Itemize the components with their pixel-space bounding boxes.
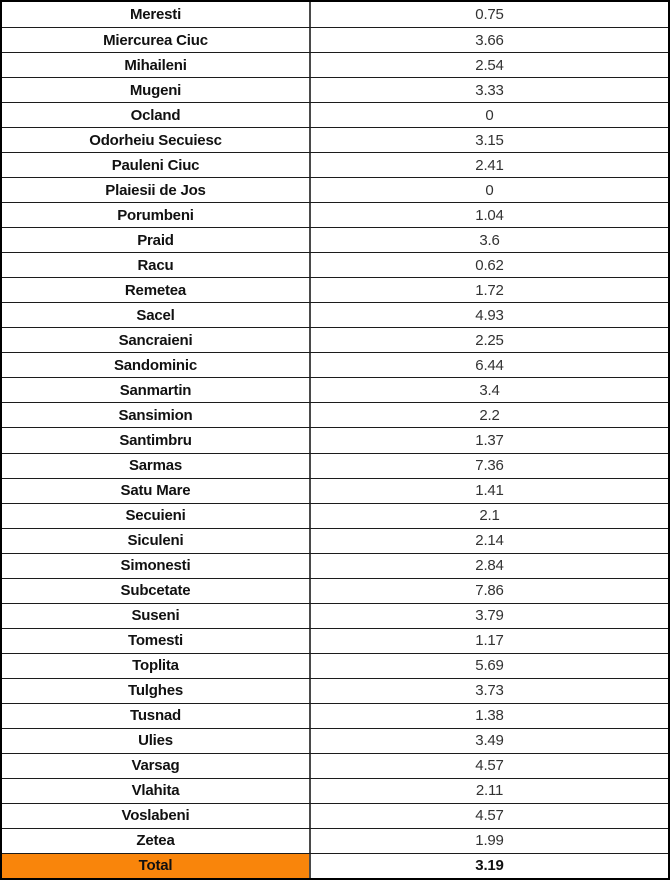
- value-cell: 2.1: [479, 507, 500, 525]
- table-row: [2, 803, 668, 828]
- value-cell: 3.15: [475, 131, 504, 149]
- table-row: [2, 728, 668, 753]
- table-row: [2, 653, 668, 678]
- value-cell: 3.79: [475, 607, 504, 625]
- table-row: [2, 327, 668, 352]
- table-row: [2, 252, 668, 277]
- table-row: [2, 352, 668, 377]
- value-cell: 2.84: [475, 557, 504, 575]
- value-cell: 5.69: [475, 657, 504, 675]
- table-row: [2, 152, 668, 177]
- table-row: [2, 2, 668, 27]
- value-cell: 2.14: [475, 532, 504, 550]
- value-cell: 6.44: [475, 356, 504, 374]
- value-cell: 1.37: [475, 431, 504, 449]
- table-row: [2, 177, 668, 202]
- value-cell: 1.99: [475, 832, 504, 850]
- locality-cell: Siculeni: [2, 529, 311, 553]
- value-cell: 1.41: [475, 482, 504, 500]
- locality-cell: Mihaileni: [2, 53, 311, 77]
- value-cell: 2.25: [475, 331, 504, 349]
- table-row: [2, 828, 668, 853]
- locality-cell: Santimbru: [2, 428, 311, 452]
- locality-cell: Subcetate: [2, 579, 311, 603]
- table-row: [2, 302, 668, 327]
- locality-cell: Ocland: [2, 103, 311, 127]
- locality-cell: Odorheiu Secuiesc: [2, 128, 311, 152]
- value-cell: 3.4: [479, 381, 500, 399]
- table-row: [2, 753, 668, 778]
- value-cell: 3.6: [479, 231, 500, 249]
- locality-cell: Sansimion: [2, 403, 311, 427]
- table-row: [2, 277, 668, 302]
- locality-cell: Sandominic: [2, 353, 311, 377]
- locality-cell: Zetea: [2, 829, 311, 853]
- table-row: [2, 202, 668, 227]
- locality-cell: Meresti: [2, 2, 311, 27]
- value-cell: 3.33: [475, 81, 504, 99]
- locality-cell: Porumbeni: [2, 203, 311, 227]
- table-row: [2, 77, 668, 102]
- locality-cell: Toplita: [2, 654, 311, 678]
- value-cell: 1.38: [475, 707, 504, 725]
- locality-cell: Sanmartin: [2, 378, 311, 402]
- locality-cell: Tomesti: [2, 629, 311, 653]
- table-row: [2, 227, 668, 252]
- table-row: [2, 628, 668, 653]
- table-row: [2, 102, 668, 127]
- locality-cell: Plaiesii de Jos: [2, 178, 311, 202]
- table-row: [2, 528, 668, 553]
- table-row: [2, 603, 668, 628]
- table-row: [2, 678, 668, 703]
- locality-cell: Racu: [2, 253, 311, 277]
- value-cell: 2.54: [475, 56, 504, 74]
- value-cell: 1.72: [475, 281, 504, 299]
- locality-cell: Mugeni: [2, 78, 311, 102]
- table-row-total: [2, 853, 668, 878]
- table-row: [2, 27, 668, 52]
- value-cell: 0.75: [475, 6, 504, 23]
- value-cell: 3.66: [475, 31, 504, 49]
- locality-cell: Miercurea Ciuc: [2, 28, 311, 52]
- table-row: [2, 453, 668, 478]
- locality-cell: Voslabeni: [2, 804, 311, 828]
- locality-cell: Praid: [2, 228, 311, 252]
- value-cell: 0.62: [475, 256, 504, 274]
- table-row: [2, 402, 668, 427]
- value-cell: 1.17: [475, 632, 504, 650]
- value-cell: 3.73: [475, 682, 504, 700]
- value-cell: 4.93: [475, 306, 504, 324]
- locality-cell: Sarmas: [2, 454, 311, 478]
- table-row: [2, 377, 668, 402]
- locality-cell: Satu Mare: [2, 479, 311, 503]
- locality-cell: Simonesti: [2, 554, 311, 578]
- locality-cell: Sancraieni: [2, 328, 311, 352]
- locality-cell: Tusnad: [2, 704, 311, 728]
- value-cell: 2.11: [475, 782, 504, 800]
- value-cell: 0: [485, 106, 494, 124]
- table-row: [2, 127, 668, 152]
- value-cell: 0: [485, 181, 494, 199]
- locality-cell: Pauleni Ciuc: [2, 153, 311, 177]
- table-row: [2, 578, 668, 603]
- value-cell: 2.2: [479, 406, 500, 424]
- locality-cell: Secuieni: [2, 504, 311, 528]
- table-row: [2, 703, 668, 728]
- value-cell: 4.57: [475, 757, 504, 775]
- table-row: [2, 778, 668, 803]
- locality-cell: Remetea: [2, 278, 311, 302]
- value-cell: 7.86: [475, 582, 504, 600]
- locality-cell: Tulghes: [2, 679, 311, 703]
- table-row: [2, 427, 668, 452]
- locality-cell: Vlahita: [2, 779, 311, 803]
- locality-cell: Sacel: [2, 303, 311, 327]
- value-cell: 7.36: [475, 457, 504, 475]
- locality-cell: Total: [2, 854, 311, 878]
- table-row: [2, 52, 668, 77]
- locality-cell: Ulies: [2, 729, 311, 753]
- value-cell: 2.41: [475, 156, 504, 174]
- locality-cell: Varsag: [2, 754, 311, 778]
- table-row: [2, 478, 668, 503]
- value-cell: 3.19: [475, 857, 504, 875]
- table-row: [2, 553, 668, 578]
- value-cell: 1.04: [475, 206, 504, 224]
- locality-cell: Suseni: [2, 604, 311, 628]
- table-row: [2, 503, 668, 528]
- value-cell: 3.49: [475, 732, 504, 750]
- value-cell: 4.57: [475, 807, 504, 825]
